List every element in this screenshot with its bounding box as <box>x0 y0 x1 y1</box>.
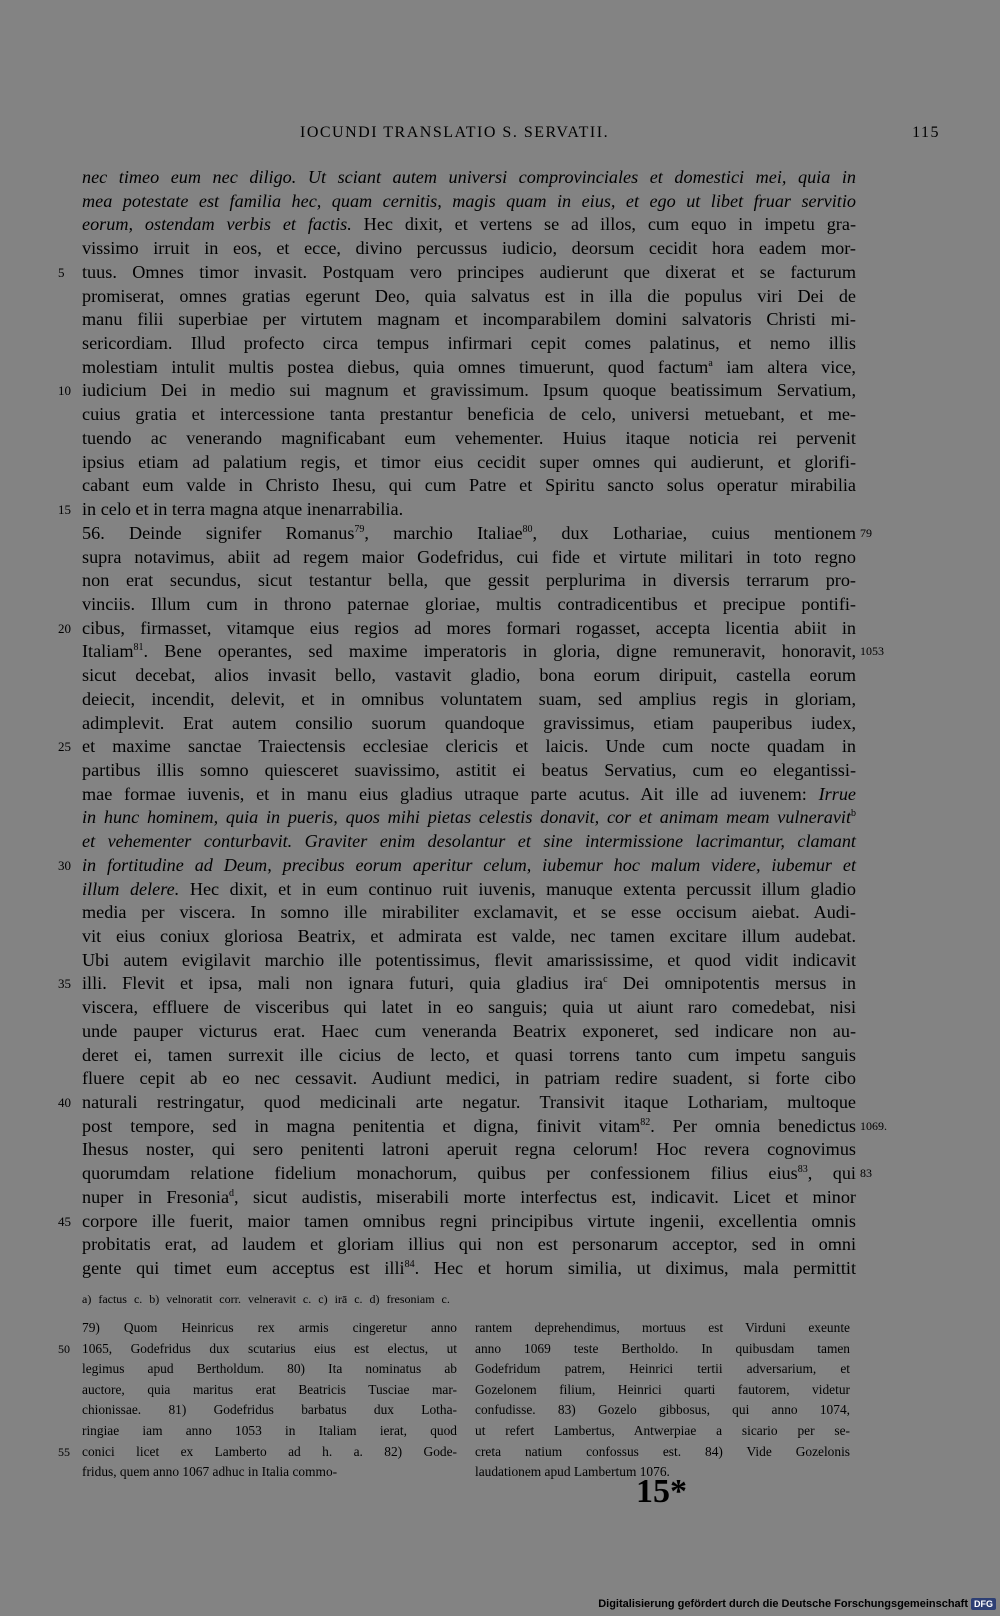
line-number: 35 <box>58 976 71 992</box>
text-segment: cibus, firmasset, vitamque eius regios ad mores formari rogasset, accepta licentia abiit in <box>82 617 856 638</box>
text-line <box>82 1067 856 1091</box>
text-segment: cuius gratia et intercessione tanta prestantur beneficia de celo, universi metuebant, et me- <box>82 404 856 425</box>
text-line <box>82 949 856 973</box>
text-line <box>58 972 856 996</box>
text-line <box>58 261 856 285</box>
text-segment: naturali restringatur, quod medicinali arte negatur. Transivit itaque Lothariam, multoque <box>82 1092 856 1113</box>
text-segment: , marchio Italiae <box>364 522 523 543</box>
text-line <box>82 593 856 617</box>
text-line <box>82 878 856 902</box>
text-line <box>82 1257 856 1281</box>
note-reference: 82 <box>640 1116 651 1128</box>
text-segment: promiserat, omnes gratias egerunt Deo, quia salvatus est in illa die populus viri Dei de <box>82 285 856 306</box>
text-line <box>82 451 856 475</box>
margin-note: 1069. <box>860 1118 887 1133</box>
note-reference: 80 <box>522 523 533 535</box>
text-segment: tuus. Omnes timor invasit. Postquam vero principes audierunt que dixerat et se facturum <box>82 261 856 282</box>
note-reference: 81 <box>133 642 144 654</box>
text-segment: cabant eum valde in Christo Ihesu, qui cum Patre et Spiritu sancto solus operatur mirabilia <box>82 475 856 496</box>
text-segment: ipsius etiam ad palatium regis, et timor eius cecidit super omnes qui audierunt, et glorifi- <box>82 451 856 472</box>
text-line <box>82 546 856 570</box>
text-segment: fluere cepit ab eo nec cessavit. Audiunt medici, in patriam redire suadent, si forte cibo <box>82 1068 856 1089</box>
text-segment: adimplevit. Erat autem consilio suorum quandoque gravissimus, etiam pauperibus iudex, <box>82 712 856 733</box>
text-segment: molestiam intulit multis postea diebus, quia omnes timuerunt, quod factum <box>82 356 709 377</box>
footnote-line <box>82 1380 457 1401</box>
text-line <box>58 854 856 878</box>
footnote-text: Gozelonem filium, Heinrici quarti fautorem, videtur <box>475 1381 850 1397</box>
footnote-line <box>82 1421 457 1442</box>
footnote-line <box>475 1421 850 1442</box>
text-line <box>82 688 856 712</box>
text-segment: Irrue <box>818 783 856 804</box>
text-segment: 56. Deinde signifer Romanus <box>82 522 355 543</box>
text-segment: Dei omnipotentis mersus in <box>607 973 856 994</box>
text-line <box>58 617 856 641</box>
text-segment: illi. Flevit et ipsa, mali non ignara futuri, quia gladius ira <box>82 973 604 994</box>
text-segment: in hunc hominem, quia in pueris, quos mihi pietas celestis donavit, cor et animam meam vulneravit <box>82 807 851 828</box>
footer <box>598 1596 996 1612</box>
text-line <box>82 1138 856 1162</box>
text-line <box>82 996 856 1020</box>
footnotes-left-column <box>58 1318 457 1483</box>
footnote-line <box>475 1339 850 1360</box>
text-segment: Hec dixit, et in eum continuo ruit iuvenis, manuque extenta percussit illum gladio <box>179 878 856 899</box>
text-line <box>82 901 856 925</box>
text-line <box>82 474 856 498</box>
note-reference: b <box>851 808 856 820</box>
text-line <box>82 806 856 830</box>
dfg-logo: DFG <box>971 1598 996 1610</box>
text-line <box>82 308 856 332</box>
running-header <box>300 124 940 148</box>
text-line <box>82 285 856 309</box>
note-reference: d <box>229 1187 235 1199</box>
text-line <box>82 1020 856 1044</box>
text-line <box>82 759 856 783</box>
text-line <box>82 783 856 807</box>
main-text <box>58 166 887 1281</box>
text-segment: et maxime sanctae Traiectensis ecclesiae clericis et laicis. Unde cum nocte quadam in <box>82 736 856 757</box>
text-segment: quorumdam relatione fidelium monachorum, quibus per confessionem filius eius <box>82 1163 798 1184</box>
text-segment: et vehementer conturbavit. Graviter enim desolantur et sine intermissione lacrimantur, clamant <box>82 831 856 852</box>
footnote-text: laudationem apud Lambertum 1076. <box>475 1464 670 1480</box>
text-segment: iudicium Dei in medio sui magnum et gravissimum. Ipsum quoque beatissimum Servatium, <box>82 380 856 401</box>
text-line <box>82 1186 856 1210</box>
text-segment: . Per omnia benedictus <box>650 1115 856 1136</box>
footnote-line <box>58 1442 457 1463</box>
text-segment: vinciis. Illum cum in throno paternae gloriae, multis contradicentibus et precipue pontifi- <box>82 593 856 614</box>
footnote-text: ut refert Lambertus, Antwerpiae a sicario per se- <box>475 1422 850 1438</box>
text-segment: post tempore, sed in magna penitentia et digna, finivit vitam <box>82 1115 641 1136</box>
footnote-text: legimus apud Bertholdum. 80) Ita nominatus ab <box>82 1361 457 1377</box>
text-segment: vissimo irruit in eos, et ecce, divino percussus iudicio, deorsum cecidit hora eadem mor- <box>82 238 856 259</box>
footnote-text: 79) Quom Heinricus rex armis cingeretur anno <box>82 1320 457 1335</box>
text-segment: Ubi autem evigilavit marchio ille potentissimus, flevit amarississime, et quod vidit indicavit <box>82 949 856 970</box>
footnote-text: conici licet ex Lamberto ad h. a. 82) Gode- <box>82 1443 457 1459</box>
text-line <box>82 190 856 214</box>
footnote-text: anno 1069 teste Bertholdo. In quibusdam tamen <box>475 1340 850 1356</box>
footnote-text: fridus, quem anno 1067 adhuc in Italia commo- <box>82 1464 338 1480</box>
text-segment: mea potestate est familia hec, quam cernitis, magis quam in eius, et ego ut libet fruar servitio <box>82 190 856 211</box>
text-segment: deret ei, tamen surrexit ille cicius de lecto, et quasi torrens tanto cum impetu sanguis <box>82 1044 856 1065</box>
text-segment: deiecit, incendit, delevit, et in omnibus voluntatem suam, sed amplius regis in gloriam, <box>82 688 856 709</box>
text-line <box>82 237 856 261</box>
text-line <box>58 1091 856 1115</box>
text-line <box>82 640 884 664</box>
line-number: 20 <box>58 620 71 636</box>
line-number: 25 <box>58 739 71 755</box>
footnote-line <box>475 1318 850 1339</box>
text-segment: corpore ille fuerit, maior tamen omnibus regni principibus virtute ingenii, excellentia omnis <box>82 1210 856 1231</box>
text-line <box>82 332 856 356</box>
footnote-text: Godefridum patrem, Heinrici tertii adversarium, et <box>475 1361 850 1377</box>
text-line <box>82 403 856 427</box>
text-segment: nuper in Fresonia <box>82 1186 230 1207</box>
text-line <box>82 522 872 546</box>
text-segment: Italiam <box>82 641 134 662</box>
text-segment: media per viscera. In somno ille mirabiliter exclamavit, et se esse occisum aiebat. Audi- <box>82 902 856 923</box>
line-number: 45 <box>58 1213 71 1229</box>
text-line <box>82 356 856 380</box>
text-line <box>82 830 856 854</box>
footnote-line <box>82 1359 457 1380</box>
footnote-text: confudisse. 83) Gozelo gibbosus, qui anno 1074, <box>475 1402 850 1418</box>
text-segment: partibus illis somno quiesceret suavissimo, astitit ei beatus Servatius, cum eo elegantissi- <box>82 759 856 780</box>
text-segment: illum delere. <box>82 878 180 899</box>
footnote-line <box>475 1359 850 1380</box>
footnote-text: creta natium confossus est. 84) Vide Gozelonis <box>475 1443 850 1459</box>
footnotes-right-column <box>475 1318 850 1483</box>
text-line <box>58 379 856 403</box>
line-number: 10 <box>58 383 71 399</box>
text-segment: in fortitudine ad Deum, precibus eorum aperitur celum, iubemur hoc malum videre, iubemur et <box>82 854 856 875</box>
note-reference: c <box>603 974 608 986</box>
text-segment: , sicut audistis, miserabili morte interfectus est, indicavit. Licet et minor <box>234 1186 856 1207</box>
footer-text: Digitalisierung gefördert durch die Deutsche Forschungsgemeinschaft <box>598 1598 968 1610</box>
text-line <box>58 498 856 522</box>
note-reference: 83 <box>797 1164 808 1176</box>
text-segment: tuendo ac venerando magnificabant eum vehementer. Huius itaque noticia rei pervenit <box>82 427 856 448</box>
text-segment: sericordiam. Illud profecto circa tempus infirmari cepit comes palatinus, et nemo illis <box>82 333 856 354</box>
text-segment: unde pauper victurus erat. Haec cum veneranda Beatrix exponeret, sed indicare non au- <box>82 1020 856 1041</box>
text-segment: . Bene operantes, sed maxime imperatoris in gloria, digne remuneravit, honoravit, <box>143 641 856 662</box>
footnote-text: ringiae iam anno 1053 in Italiam ierat, quod <box>82 1422 457 1438</box>
running-title: IOCUNDI TRANSLATIO S. SERVATII. <box>300 124 610 141</box>
footnote-line <box>475 1442 850 1463</box>
critical-apparatus: a) factus c. b) velnoratit corr. velneravit c. c) irā c. d) fresoniam c. <box>82 1292 450 1306</box>
text-segment: vit eius coniux gloriosa Beatrix, et admirata est valde, nec tamen excitare illum audebat. <box>82 926 856 946</box>
text-line <box>82 1044 856 1068</box>
line-number: 40 <box>58 1095 71 1111</box>
footnote-line <box>475 1400 850 1421</box>
text-segment: mae formae iuvenis, et in manu eius gladius utraque parte acutus. Ait ille ad iuvenem: <box>82 783 819 804</box>
text-segment: . Hec et horum similia, ut diximus, mala permittit <box>414 1258 856 1279</box>
text-segment: sicut decebat, alios invasit bello, vastavit gladio, bona eorum diripuit, castella eorum <box>82 665 856 686</box>
line-number: 15 <box>58 502 71 518</box>
text-segment: supra notavimus, abiit ad regem maior Godefridus, cui fide et virtute militari in toto regno <box>82 546 856 567</box>
text-segment: , qui <box>807 1163 856 1184</box>
footnote-line <box>82 1400 457 1421</box>
line-number: 5 <box>58 264 65 280</box>
text-segment: viscera, effluere de visceribus qui latet in eo sanguis; quia ut aiunt raro comedebat, nisi <box>82 997 856 1018</box>
text-line <box>82 1162 872 1186</box>
footnote-text: auctore, quia maritus erat Beatricis Tusciae mar- <box>82 1381 457 1397</box>
signature-mark: 15* <box>636 1473 687 1510</box>
line-number: 30 <box>58 857 71 873</box>
footnote-line <box>82 1318 457 1339</box>
text-segment: manu filii superbiae per virtutem magnam et incomparabilem domini salvatoris Christi mi- <box>82 309 856 330</box>
text-segment: probitatis erat, ad laudem et gloriam illius qui non est personarum acceptor, sed in omni <box>82 1234 856 1255</box>
note-reference: a <box>708 357 713 369</box>
margin-note: 79 <box>860 525 872 540</box>
text-segment: eorum, ostendam verbis et factis. <box>82 214 352 235</box>
page-number: 115 <box>912 124 940 141</box>
margin-note: 1053 <box>860 644 884 659</box>
margin-note: 83 <box>860 1166 872 1181</box>
text-line <box>82 213 856 237</box>
footnote-line <box>82 1462 457 1483</box>
text-line <box>82 427 856 451</box>
text-line <box>58 735 856 759</box>
text-line <box>82 1233 856 1257</box>
text-line <box>82 166 856 190</box>
text-line <box>58 1210 856 1234</box>
text-segment: Hec dixit, et vertens se ad illos, cum equo in impetu gra- <box>351 214 856 235</box>
note-reference: 79 <box>354 523 365 535</box>
footnote-text: rantem deprehendimus, mortuus est Virduni exeunte <box>475 1320 850 1335</box>
text-segment: in celo et in terra magna atque inenarrabilia. <box>82 499 404 520</box>
line-number: 55 <box>58 1444 70 1459</box>
footnote-line <box>58 1339 457 1360</box>
text-segment: gente qui timet eum acceptus est illi <box>82 1258 405 1279</box>
footnote-text: chionissae. 81) Godefridus barbatus dux Lotha- <box>82 1402 457 1418</box>
text-segment: nec timeo eum nec diligo. Ut sciant autem universi comprovinciales et domestici mei, quia in <box>82 167 856 187</box>
line-number: 50 <box>58 1341 70 1356</box>
footnote-text: 1065, Godefridus dux scutarius eius est electus, ut <box>82 1340 457 1356</box>
note-reference: 84 <box>404 1259 415 1270</box>
text-segment: iam altera vice, <box>712 356 856 377</box>
text-line <box>82 925 856 949</box>
footnote-line <box>475 1380 850 1401</box>
text-line <box>82 569 856 593</box>
text-line <box>82 712 856 736</box>
text-segment: non erat secundus, sicut testantur bella, que gessit perplurima in diversis terrarum pro- <box>82 570 856 591</box>
text-line <box>82 664 856 688</box>
text-segment: , dux Lothariae, cuius mentionem <box>532 522 856 543</box>
text-line <box>82 1115 887 1139</box>
text-segment: Ihesus noster, qui sero penitenti latroni aperuit regna celorum! Hoc revera cognovimus <box>82 1139 856 1160</box>
